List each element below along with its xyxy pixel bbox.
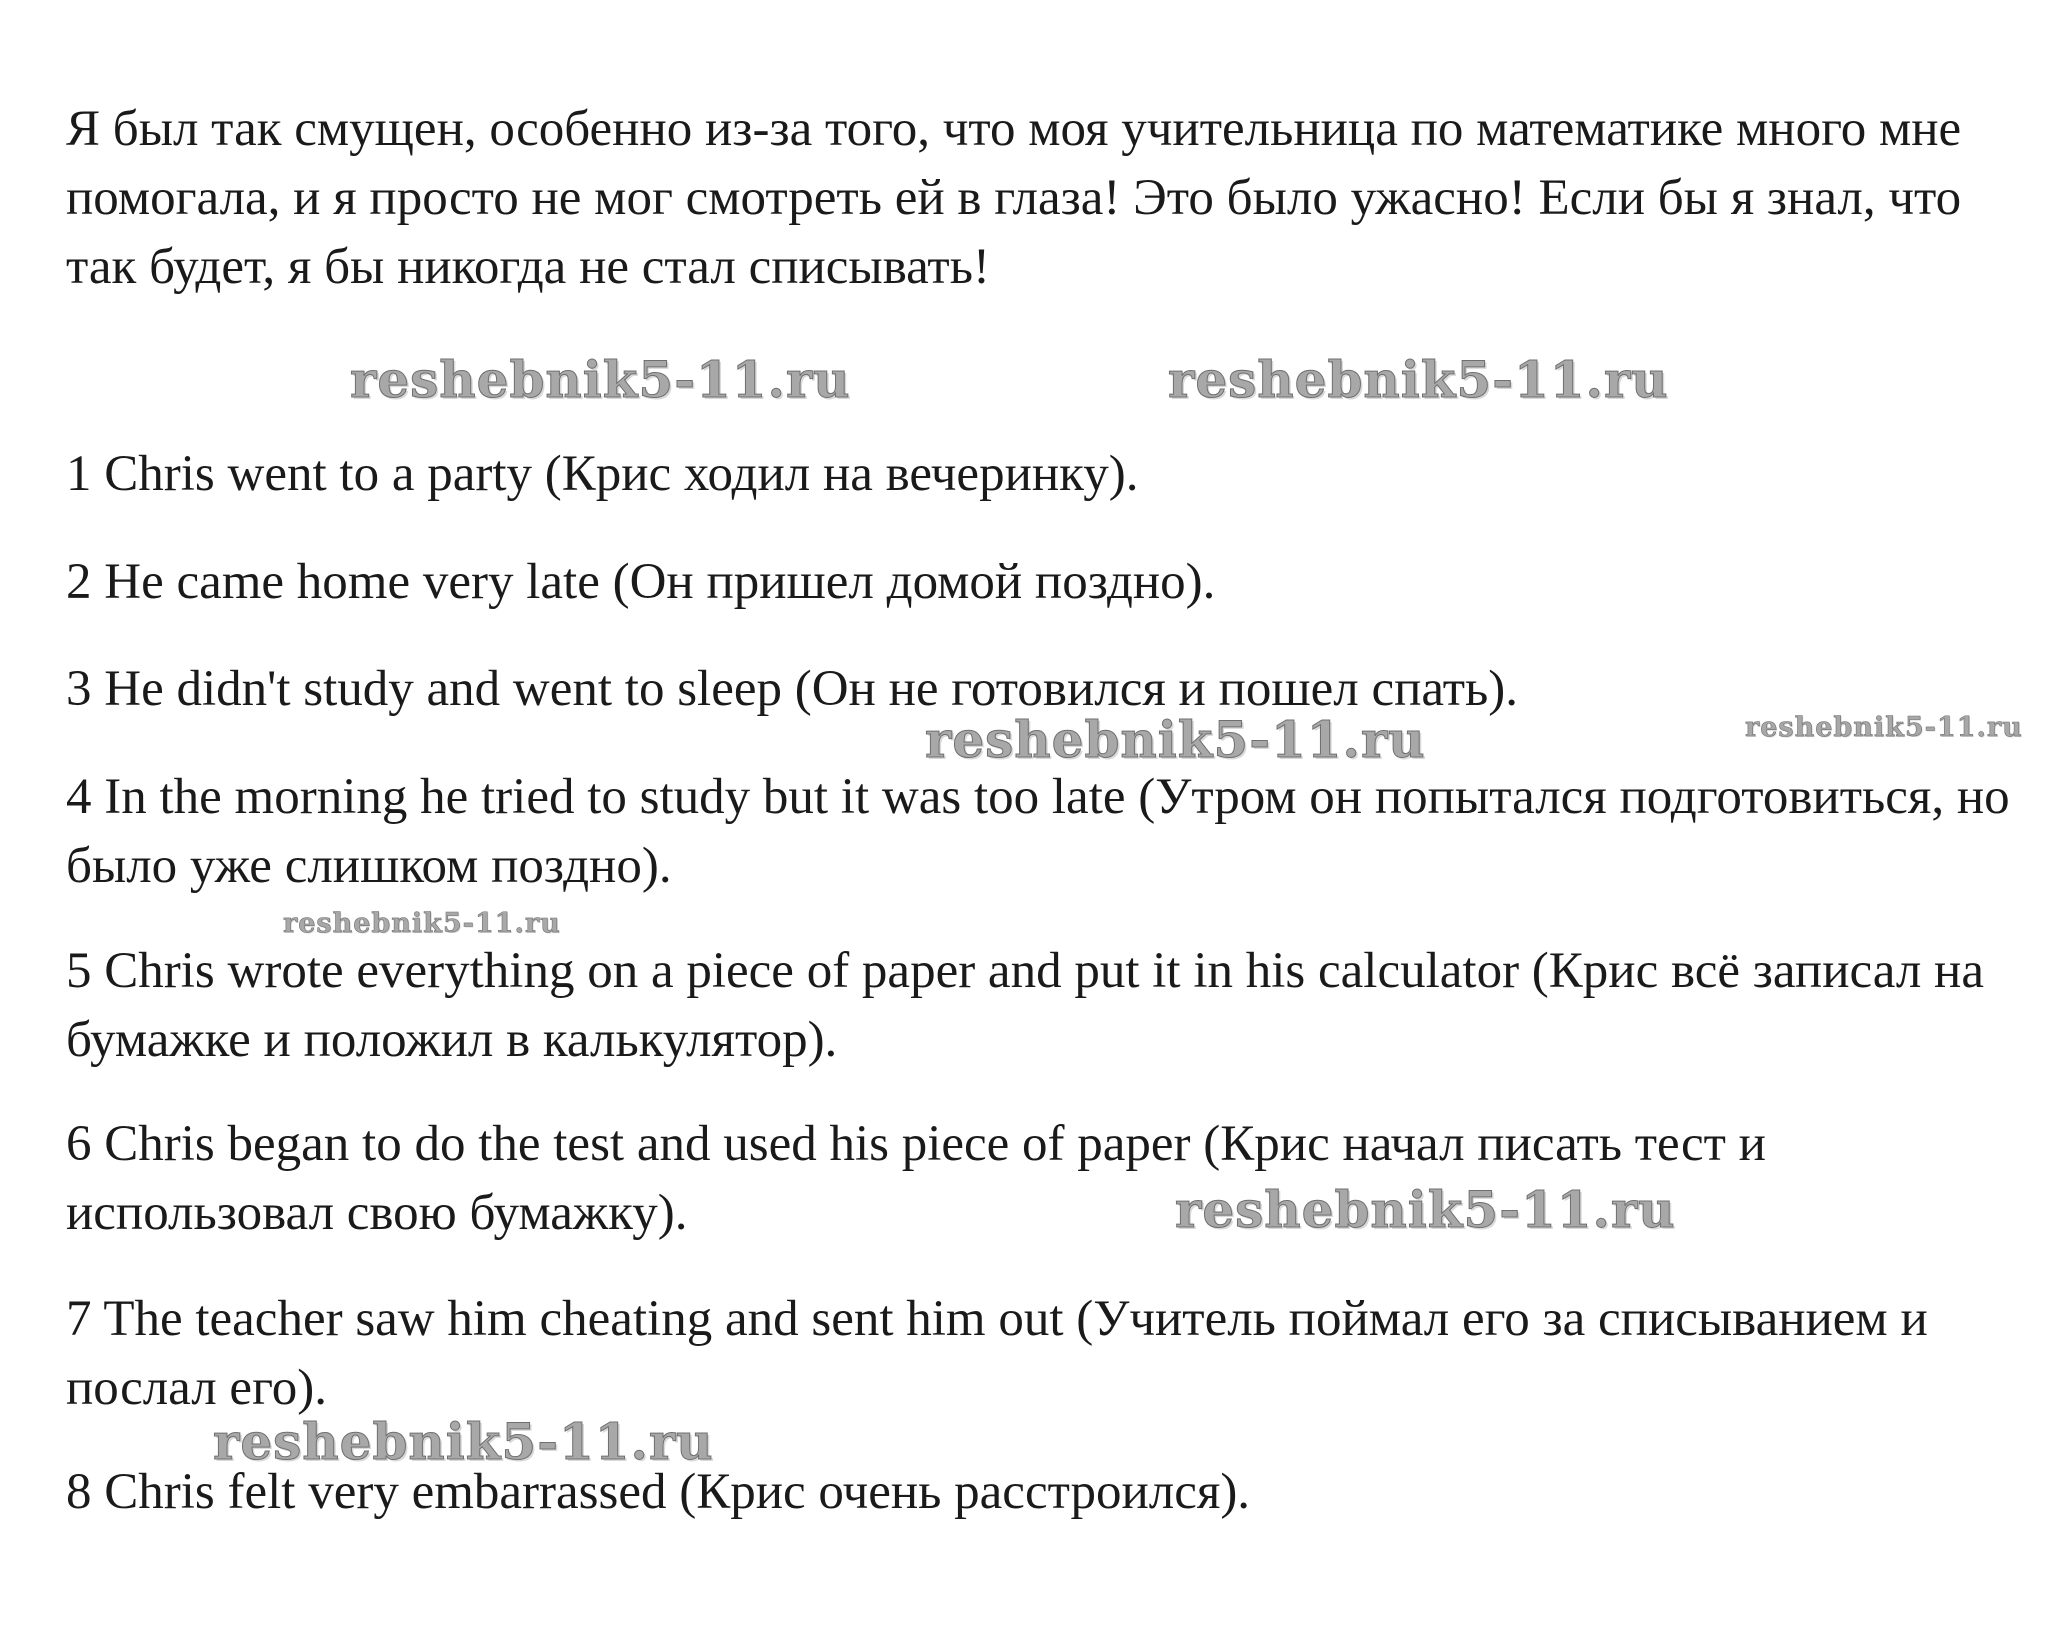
watermark: reshebnik5-11.ru xyxy=(213,1412,714,1471)
watermark: reshebnik5-11.ru xyxy=(1175,1180,1676,1239)
intro-paragraph: Я был так смущен, особенно из-за того, что моя учительница по математике много мне помогала, и я просто не мог смотреть ей в глаза! Это было ужасно! Если бы я знал, что так будет, я бы никогда не стал списывать! xyxy=(66,101,1962,295)
list-item: 4 In the morning he tried to study but it was too late (Утром он попытался подготовиться, но было уже слишком поздно). xyxy=(66,769,2010,894)
list-item: 5 Chris wrote everything on a piece of paper and put it in his calculator (Крис всё записал на бумажке и положил в калькулятор). xyxy=(66,943,1984,1068)
watermark: reshebnik5-11.ru xyxy=(925,710,1426,769)
watermark: reshebnik5-11.ru xyxy=(350,350,851,409)
list-item: 8 Chris felt very embarrassed (Крис очень расстроился). xyxy=(66,1464,1251,1520)
list-item: 7 The teacher saw him cheating and sent him out (Учитель поймал его за списыванием и послал его). xyxy=(66,1291,1928,1416)
watermark: reshebnik5-11.ru xyxy=(283,908,561,939)
list-item: 1 Chris went to a party (Крис ходил на вечеринку). xyxy=(66,446,1139,502)
watermark: reshebnik5-11.ru xyxy=(1168,350,1669,409)
list-item: 3 He didn't study and went to sleep (Он не готовился и пошел спать). xyxy=(66,661,1519,717)
list-item: 6 Chris began to do the test and used his piece of paper (Крис начал писать тест и использовал свою бумажку). xyxy=(66,1116,1766,1241)
list-item: 2 He came home very late (Он пришел домой поздно). xyxy=(66,554,1216,610)
watermark: reshebnik5-11.ru xyxy=(1745,712,2023,743)
